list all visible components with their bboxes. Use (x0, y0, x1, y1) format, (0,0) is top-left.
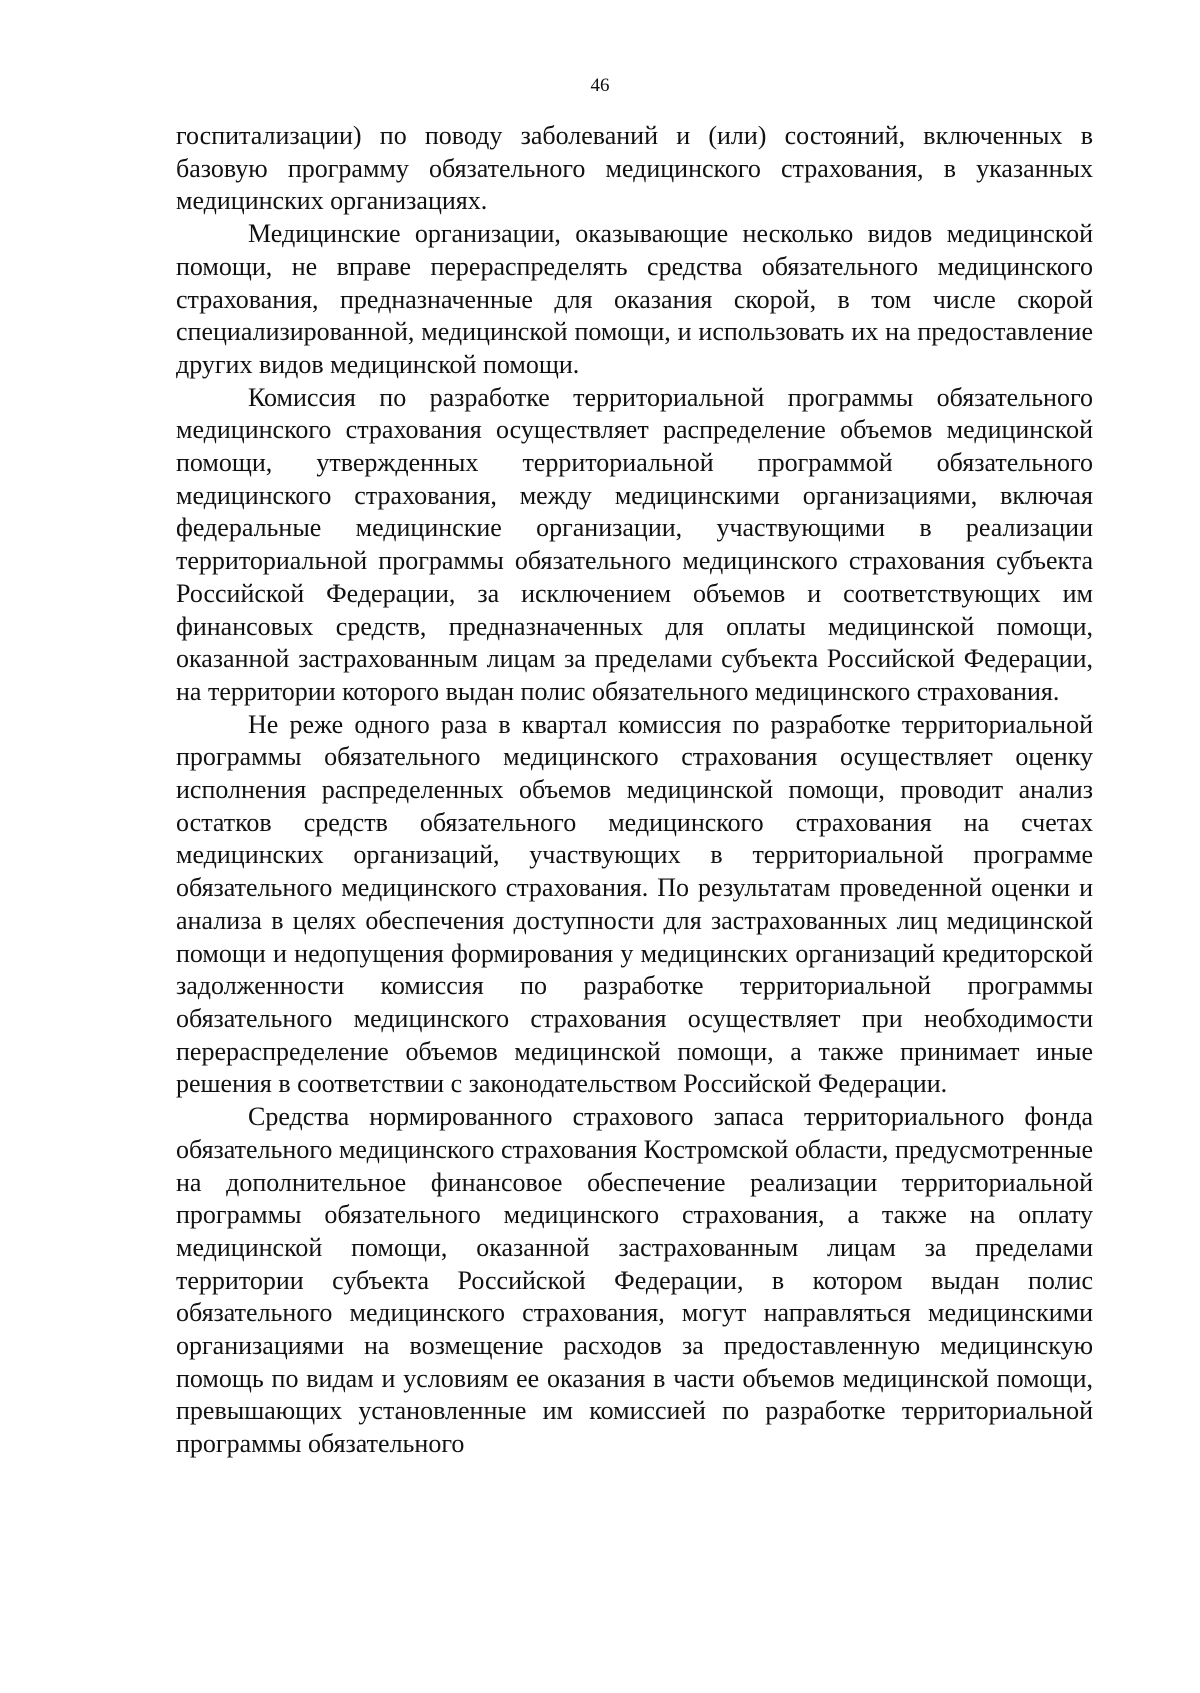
paragraph: Средства нормированного страхового запаса территориального фонда обязательного медицинского страхования Костромской области, предусмотренные на дополнительное финансовое обеспечение реализации территориальной программы обязательного медицинского страхования, а также на оплату медицинской помощи, оказанной застрахованным лицам за пределами территории субъекта Российской Федерации, в котором выдан полис обязательного медицинского страхования, могут направляться медицинскими организациями на возмещение расходов за предоставленную медицинскую помощь по видам и условиям ее оказания в части объемов медицинской помощи, превышающих установленные им комиссией по разработке территориальной программы обязательного (176, 1102, 1093, 1459)
paragraph: госпитализации) по поводу заболеваний и (или) состояний, включенных в базовую программу обязательного медицинского страхования, в указанных медицинских организациях. (176, 121, 1093, 216)
document-body (176, 120, 1093, 1461)
paragraph: Не реже одного раза в квартал комиссия по разработке территориальной программы обязательного медицинского страхования осуществляет оценку исполнения распределенных объемов медицинской помощи, проводит анализ остатков средств обязательного медицинского страхования на счетах медицинских организаций, участвующих в территориальной программе обязательного медицинского страхования. По результатам проведенной оценки и анализа в целях обеспечения доступности для застрахованных лиц медицинской помощи и недопущения формирования у медицинских организаций кредиторской задолженности комиссия по разработке территориальной программы обязательного медицинского страхования осуществляет при необходимости перераспределение объемов медицинской помощи, а также принимает иные решения в соответствии с законодательством Российской Федерации. (176, 709, 1093, 1099)
paragraph: Медицинские организации, оказывающие несколько видов медицинской помощи, не вправе перераспределять средства обязательного медицинского страхования, предназначенные для оказания скорой, в том числе скорой специализированной, медицинской помощи, и использовать их на предоставление других видов медицинской помощи. (176, 219, 1093, 379)
paragraph: Комиссия по разработке территориальной программы обязательного медицинского страхования осуществляет распределение объемов медицинской помощи, утвержденных территориальной программой обязательного медицинского страхования, между медицинскими организациями, включая федеральные медицинские организации, участвующими в реализации территориальной программы обязательного медицинского страхования субъекта Российской Федерации, за исключением объемов и соответствующих им финансовых средств, предназначенных для оплаты медицинской помощи, оказанной застрахованным лицам за пределами субъекта Российской Федерации, на территории которого выдан полис обязательного медицинского страхования. (176, 382, 1093, 706)
page-number: 46 (590, 75, 610, 96)
